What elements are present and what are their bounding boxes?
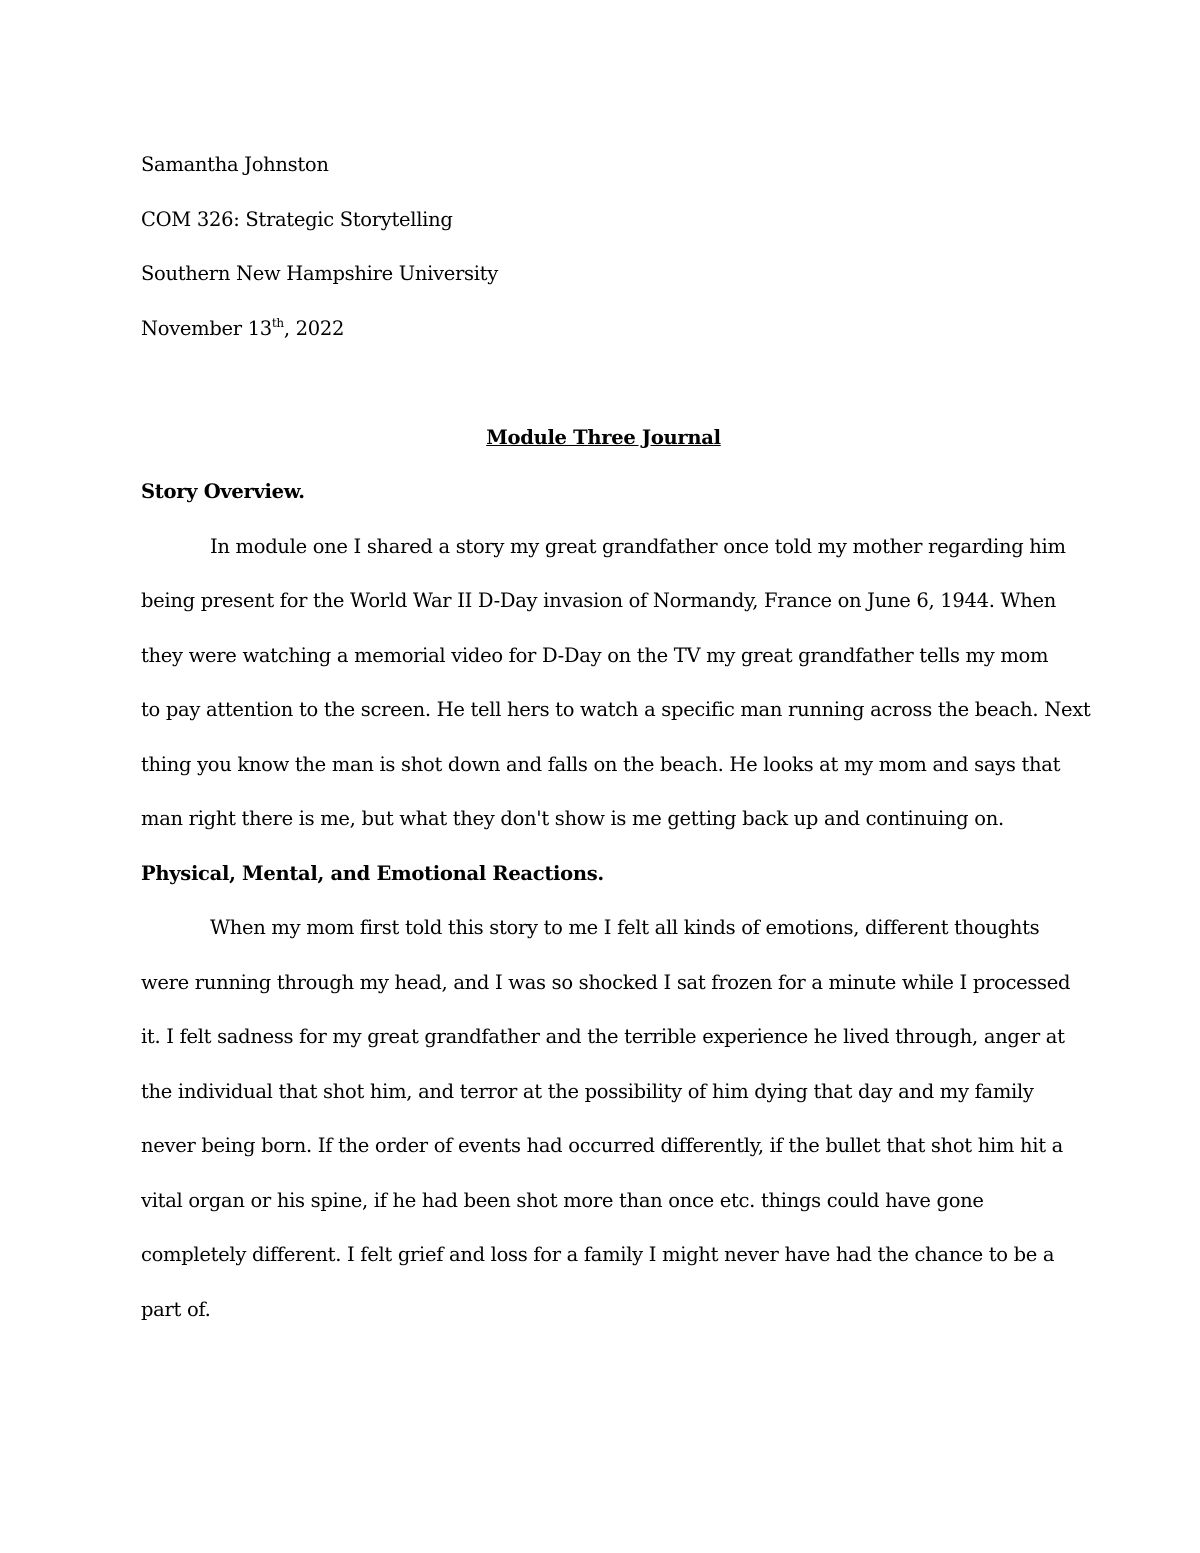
paragraph-line: thing you know the man is shot down and falls on the beach. He looks at my mom and says that [141,752,1061,776]
paragraph-line: part of. [141,1297,211,1321]
document-title: Module Three Journal [486,425,721,449]
paragraph-line: In module one I shared a story my great grandfather once told my mother regarding him [210,534,1066,558]
paragraph-story-overview [141,520,1091,847]
course-name: COM 326: Strategic Storytelling [141,207,453,231]
section-heading-reactions: Physical, Mental, and Emotional Reactions. [141,861,604,885]
paragraph-line: to pay attention to the screen. He tell hers to watch a specific man running across the beach. Next [141,698,1091,721]
paragraph-line: vital organ or his spine, if he had been shot more than once etc. things could have gone [141,1188,984,1212]
submission-date [141,302,1066,357]
spacer [141,356,1066,411]
paragraph-line: man right there is me, but what they don't show is me getting back up and continuing on. [141,807,1004,830]
paragraph-line: the individual that shot him, and terror at the possibility of him dying that day and my family [141,1079,1034,1103]
paragraph-line: When my mom first told this story to me I felt all kinds of emotions, different thoughts [210,916,1040,939]
paragraph-line: never being born. If the order of events had occurred differently, if the bullet that shot him hit a [141,1134,1063,1157]
paragraph-line: it. I felt sadness for my great grandfather and the terrible experience he lived through, anger at [141,1025,1065,1048]
paragraph-line: they were watching a memorial video for D-Day on the TV my great grandfather tells my mom [141,643,1049,667]
date-prefix: November 13 [141,316,272,340]
paragraph-line: completely different. I felt grief and loss for a family I might never have had the chance to be a [141,1243,1055,1266]
institution-name: Southern New Hampshire University [141,262,498,285]
author-name: Samantha Johnston [141,153,329,176]
date-superscript: th [271,315,284,330]
paragraph-line: being present for the World War II D-Day invasion of Normandy, France on June 6, 1944. When [141,589,1056,612]
date-suffix: , 2022 [283,316,345,340]
paragraph-line: were running through my head, and I was so shocked I sat frozen for a minute while I processed [141,970,1071,994]
document-body [141,138,1091,1337]
paragraph-reactions [141,901,1071,1337]
section-heading-story-overview: Story Overview. [141,480,305,503]
